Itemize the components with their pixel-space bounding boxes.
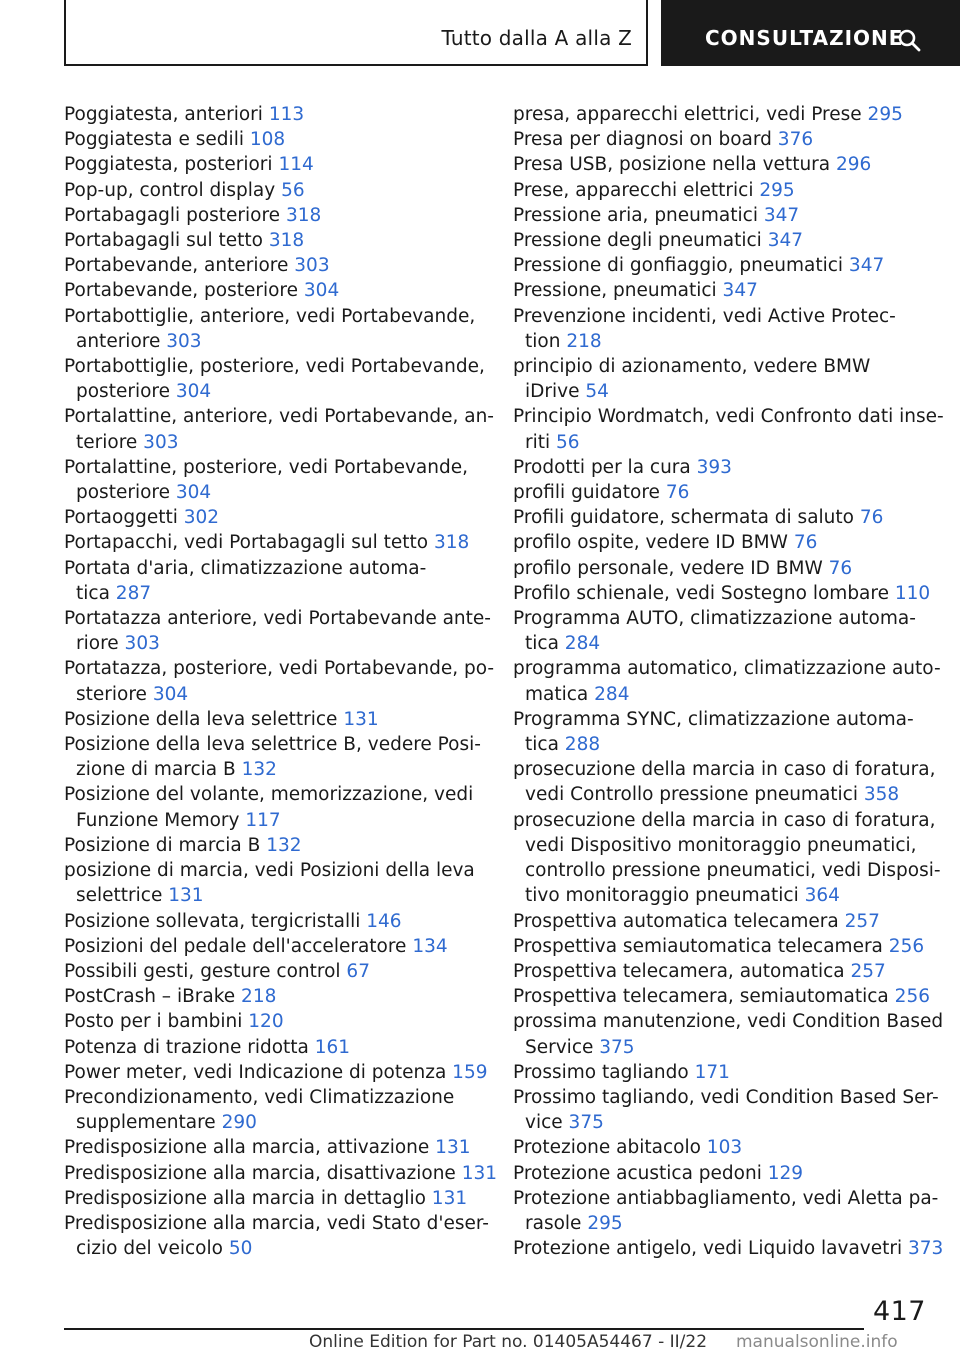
index-entry-text: Poggiatesta, anteriori — [64, 104, 263, 125]
page-reference-link[interactable]: 131 — [431, 1187, 468, 1209]
index-entry-text: prosecuzione della marcia in caso di foratura, — [513, 759, 936, 781]
index-entry-text: tion — [525, 330, 561, 352]
index-entry — [513, 556, 929, 581]
index-entry — [64, 984, 484, 1009]
page-reference-link[interactable]: 113 — [268, 104, 305, 125]
index-entry — [64, 1161, 498, 1186]
page-reference-link[interactable]: 284 — [564, 633, 601, 655]
index-entry-text: riti — [525, 431, 551, 453]
index-entry-text: Pressione aria, pneumatici — [513, 204, 758, 226]
page-reference-link[interactable]: 256 — [894, 986, 930, 1008]
index-entry — [513, 228, 929, 253]
consultazione-tab[interactable] — [661, 0, 960, 66]
page-reference-link[interactable]: 347 — [848, 255, 885, 277]
index-entry-text: Portaoggetti — [64, 507, 178, 529]
index-entry — [64, 1035, 484, 1060]
index-entry — [64, 1135, 484, 1160]
page-reference-link[interactable]: 296 — [836, 154, 872, 176]
index-entry-text: Portabagagli posteriore — [64, 204, 281, 226]
index-entry-text: Prossimo tagliando — [513, 1061, 689, 1083]
index-entry-text: Portata d'aria, climatizzazione automa- — [64, 557, 427, 579]
footer-edition: Online Edition for Part no. 01405A54467 - II/22 — [309, 1332, 708, 1352]
index-entry-text: Presa USB, posizione nella vettura — [513, 154, 831, 176]
index-entry — [513, 152, 929, 177]
index-entry — [64, 934, 484, 959]
index-entry — [64, 203, 484, 228]
index-entry — [513, 178, 929, 203]
index-entry-text: Power meter, vedi Indicazione di potenza — [64, 1061, 447, 1083]
page-reference-link[interactable]: 295 — [587, 1212, 623, 1234]
index-entry-text: Possibili gesti, gesture control — [64, 960, 341, 982]
index-entry-text: selettrice — [76, 885, 163, 907]
index-entry-text: Posizione della leva selettrice — [64, 708, 338, 730]
page-reference-link[interactable]: 129 — [767, 1162, 804, 1184]
page-reference-link[interactable]: 288 — [564, 734, 601, 756]
page-reference-link[interactable]: 54 — [585, 381, 609, 403]
index-entry — [64, 530, 484, 555]
page-reference-link[interactable]: 393 — [696, 456, 732, 478]
page-reference-link[interactable]: 304 — [175, 381, 212, 403]
index-column-left — [64, 102, 498, 1261]
index-entry-text: Predisposizione alla marcia in dettaglio — [64, 1187, 426, 1209]
page-reference-link[interactable]: 161 — [314, 1036, 351, 1058]
index-entry — [513, 934, 929, 959]
index-entry — [513, 1085, 939, 1135]
index-entry-text: tica — [76, 582, 110, 604]
index-entry — [513, 581, 929, 606]
page-reference-link[interactable]: 257 — [850, 960, 886, 982]
page-reference-link[interactable]: 131 — [168, 885, 204, 907]
page-reference-link[interactable]: 295 — [867, 104, 903, 125]
page-reference-link[interactable]: 358 — [863, 784, 900, 806]
page-reference-link[interactable]: 50 — [228, 1238, 253, 1260]
index-entry — [513, 984, 929, 1009]
index-entry-text: Predisposizione alla marcia, attivazione — [64, 1137, 430, 1159]
page-reference-link[interactable]: 304 — [175, 482, 212, 504]
index-entry-text: Potenza di trazione ridotta — [64, 1036, 309, 1058]
index-entry-text: prosecuzione della marcia in caso di foratura, — [513, 809, 936, 831]
index-entry-text: posteriore — [76, 381, 170, 403]
page-reference-link[interactable]: 376 — [777, 129, 814, 151]
page-reference-link[interactable]: 56 — [556, 431, 580, 453]
page-reference-link[interactable]: 284 — [594, 683, 630, 705]
index-entry-text: Prevenzione incidenti, vedi Active Protec- — [513, 305, 896, 327]
index-entry-text: anteriore — [76, 330, 161, 352]
page-reference-link[interactable]: 146 — [366, 910, 402, 932]
index-entry-text: Posto per i bambini — [64, 1011, 243, 1033]
page-reference-link[interactable]: 108 — [249, 129, 286, 151]
search-icon[interactable] — [897, 28, 921, 52]
index-entry — [513, 127, 929, 152]
page-reference-link[interactable]: 76 — [859, 507, 884, 529]
page-reference-link[interactable]: 302 — [183, 507, 220, 529]
index-entry-text: iDrive — [525, 381, 580, 403]
index-entry-text: riore — [76, 633, 119, 655]
index-entry-text: Pressione, pneumatici — [513, 280, 717, 302]
page-reference-link[interactable]: 131 — [461, 1162, 498, 1184]
index-entry-text: Posizione del volante, memorizzazione, vedi — [64, 784, 474, 806]
index-entry — [513, 1135, 929, 1160]
page-reference-link[interactable]: 159 — [452, 1061, 488, 1083]
index-entry — [513, 203, 929, 228]
index-entry-text: Portapacchi, vedi Portabagagli sul tetto — [64, 532, 429, 554]
index-entry — [513, 304, 929, 354]
page-reference-link[interactable]: 218 — [566, 330, 602, 352]
index-entry — [513, 253, 929, 278]
index-entry — [64, 505, 484, 530]
index-entry-text: Posizione di marcia B — [64, 834, 261, 856]
index-entry — [513, 656, 941, 706]
index-entry-text: profilo personale, vedere ID BMW — [513, 557, 823, 579]
page-reference-link[interactable]: 171 — [694, 1061, 730, 1083]
index-entry — [64, 833, 484, 858]
index-entry-text: controllo pressione pneumatici, vedi Disposi- — [525, 860, 941, 882]
page-reference-link[interactable]: 303 — [166, 330, 202, 352]
index-entry-text: prossima manutenzione, vedi Condition Based — [513, 1011, 944, 1033]
index-entry-text: programma automatico, climatizzazione auto- — [513, 658, 941, 680]
index-entry — [513, 959, 929, 984]
page-reference-link[interactable]: 67 — [346, 960, 370, 982]
index-entry-text: Precondizionamento, vedi Climatizzazione — [64, 1086, 455, 1108]
index-entry-text: Portabevande, anteriore — [64, 255, 289, 277]
index-entry-text: Protezione acustica pedoni — [513, 1162, 762, 1184]
index-entry — [64, 1085, 484, 1135]
index-entry — [513, 455, 929, 480]
index-entry — [513, 757, 936, 807]
index-entry-text: Poggiatesta e sedili — [64, 129, 244, 151]
page-number: 417 — [872, 1296, 926, 1327]
index-entry-text: Prospettiva semiautomatica telecamera — [513, 935, 883, 957]
index-entry — [64, 152, 484, 177]
index-entry — [513, 1161, 929, 1186]
page-reference-link[interactable]: 256 — [888, 935, 925, 957]
index-entry-text: Presa per diagnosi on board — [513, 129, 772, 151]
index-entry — [513, 102, 929, 127]
index-entry-text: Portalattine, anteriore, vedi Portabevande, an- — [64, 406, 494, 428]
index-entry-text: posizione di marcia, vedi Posizioni della leva — [64, 860, 475, 882]
footer — [309, 1332, 898, 1352]
page-reference-link[interactable]: 120 — [248, 1011, 284, 1033]
page-reference-link[interactable]: 318 — [268, 230, 305, 252]
index-entry-text: Portalattine, posteriore, vedi Portabevande, — [64, 456, 468, 478]
page-reference-link[interactable]: 131 — [435, 1137, 471, 1159]
consultazione-tab-label: CONSULTAZIONE — [705, 26, 904, 50]
index-entry-text: Posizione della leva selettrice B, vedere Posi- — [64, 734, 481, 756]
index-entry-text: Protezione abitacolo — [513, 1137, 701, 1159]
index-entry — [513, 404, 944, 454]
index-entry-text: Portabagagli sul tetto — [64, 230, 263, 252]
index-entry — [513, 808, 941, 909]
page-reference-link[interactable]: 114 — [278, 154, 314, 176]
index-entry-text: Prospettiva automatica telecamera — [513, 910, 839, 932]
index-entry-text: supplementare — [76, 1112, 216, 1134]
page-reference-link[interactable]: 318 — [285, 204, 322, 226]
index-entry-text: PostCrash – iBrake — [64, 986, 236, 1008]
index-entry — [513, 530, 929, 555]
index-entry-text: steriore — [76, 683, 147, 705]
index-entry — [64, 228, 484, 253]
page-reference-link[interactable]: 347 — [763, 204, 800, 226]
index-entry — [64, 404, 494, 454]
page-reference-link[interactable]: 303 — [143, 431, 179, 453]
page-reference-link[interactable]: 76 — [665, 482, 690, 504]
page-reference-link[interactable]: 304 — [152, 683, 189, 705]
index-entry-text: vedi Dispositivo monitoraggio pneumatici, — [525, 834, 917, 856]
index-entry-text: Principio Wordmatch, vedi Confronto dati inse- — [513, 406, 944, 428]
index-entry-text: principio di azionamento, vedere BMW — [513, 356, 871, 378]
index-entry-text: Profilo schienale, vedi Sostegno lombare — [513, 582, 889, 604]
index-entry — [64, 707, 484, 732]
index-entry-text: Pressione degli pneumatici — [513, 230, 762, 252]
index-entry-text: Prospettiva telecamera, semiautomatica — [513, 986, 889, 1008]
index-entry-text: vice — [525, 1112, 563, 1134]
page-reference-link[interactable]: 375 — [568, 1112, 604, 1134]
page-reference-link[interactable]: 364 — [804, 885, 840, 907]
index-entry — [64, 909, 484, 934]
index-entry — [513, 1186, 939, 1236]
page-reference-link[interactable]: 110 — [894, 582, 931, 604]
index-column-right — [513, 102, 944, 1261]
index-entry — [64, 1186, 484, 1211]
index-entry — [64, 455, 484, 505]
index-entry — [64, 732, 484, 782]
index-entry — [64, 127, 484, 152]
footer-divider — [64, 1328, 864, 1330]
index-entry-text: tica — [525, 734, 559, 756]
index-entry-text: tica — [525, 633, 559, 655]
index-entry-text: tivo monitoraggio pneumatici — [525, 885, 799, 907]
index-entry — [64, 178, 484, 203]
index-entry-text: posteriore — [76, 482, 170, 504]
index-entry-text: Portabevande, posteriore — [64, 280, 299, 302]
page-reference-link[interactable]: 303 — [124, 633, 160, 655]
index-entry-text: Prese, apparecchi elettrici — [513, 179, 754, 201]
index-entry-text: cizio del veicolo — [76, 1238, 223, 1260]
page-reference-link[interactable]: 304 — [303, 280, 340, 302]
footer-watermark: manualsonline.info — [736, 1332, 898, 1352]
index-entry — [64, 253, 484, 278]
page-reference-link[interactable]: 76 — [793, 532, 818, 554]
index-entry — [64, 858, 484, 908]
index-entry-text: Prospettiva telecamera, automatica — [513, 960, 845, 982]
index-entry-text: matica — [525, 683, 589, 705]
page-reference-link[interactable]: 295 — [759, 179, 795, 201]
index-entry-text: Prodotti per la cura — [513, 456, 691, 478]
index-entry — [64, 782, 484, 832]
index-entry-text: profilo ospite, vedere ID BMW — [513, 532, 788, 554]
page-reference-link[interactable]: 318 — [433, 532, 470, 554]
index-entry-text: Portatazza anteriore, vedi Portabevande ante- — [64, 608, 491, 630]
index-entry-text: presa, apparecchi elettrici, vedi Prese — [513, 104, 862, 125]
index-entry — [64, 556, 484, 606]
index-entry-text: Posizione sollevata, tergicristalli — [64, 910, 361, 932]
page-reference-link[interactable]: 132 — [266, 834, 302, 856]
page-reference-link[interactable]: 287 — [115, 582, 152, 604]
index-entry — [64, 1211, 489, 1261]
page-reference-link[interactable]: 347 — [767, 230, 804, 252]
index-entry-text: Portabottiglie, anteriore, vedi Portabevande, — [64, 305, 476, 327]
page-reference-link[interactable]: 76 — [828, 557, 853, 579]
page-reference-link[interactable]: 373 — [908, 1238, 944, 1260]
page-reference-link[interactable]: 132 — [241, 759, 277, 781]
index-entry — [513, 354, 929, 404]
index-entry-text: Profili guidatore, schermata di saluto — [513, 507, 854, 529]
page-reference-link[interactable]: 218 — [241, 986, 277, 1008]
index-entry-text: Protezione antiabbagliamento, vedi Aletta pa- — [513, 1187, 939, 1209]
page-reference-link[interactable]: 103 — [706, 1137, 743, 1159]
index-entry — [64, 278, 484, 303]
page-reference-link[interactable]: 257 — [844, 910, 880, 932]
index-entry-text: Service — [525, 1036, 594, 1058]
index-entry — [64, 102, 484, 127]
index-entry — [513, 606, 929, 656]
index-entry — [64, 959, 484, 984]
page-reference-link[interactable]: 303 — [294, 255, 330, 277]
index-entry — [513, 909, 929, 934]
index-entry — [513, 1009, 944, 1059]
index-entry — [513, 278, 929, 303]
index-entry-text: profili guidatore — [513, 482, 660, 504]
index-entry — [513, 1236, 944, 1261]
page-reference-link[interactable]: 290 — [221, 1112, 257, 1134]
index-entry-text: Portabottiglie, posteriore, vedi Portabevande, — [64, 356, 485, 378]
index-entry-text: zione di marcia B — [76, 759, 236, 781]
index-entry-text: Programma SYNC, climatizzazione automa- — [513, 708, 914, 730]
index-entry — [513, 1060, 929, 1085]
index-entry — [513, 707, 929, 757]
index-entry-text: Pop-up, control display — [64, 179, 276, 201]
index-entry — [64, 1060, 488, 1085]
index-entry-text: Posizioni del pedale dell'acceleratore — [64, 935, 407, 957]
index-entry — [64, 606, 491, 656]
index-entry-text: Predisposizione alla marcia, vedi Stato d'eser- — [64, 1212, 489, 1234]
index-entry — [64, 656, 495, 706]
index-entry — [64, 304, 484, 354]
index-entry-text: teriore — [76, 431, 138, 453]
index-entry-text: Pressione di gonfiaggio, pneumatici — [513, 255, 844, 277]
index-entry-text: Prossimo tagliando, vedi Condition Based Ser- — [513, 1086, 939, 1108]
page-header — [64, 0, 960, 66]
page-reference-link[interactable]: 117 — [245, 809, 281, 831]
index-entry-text: Funzione Memory — [76, 809, 240, 831]
index-entry-text: Portatazza, posteriore, vedi Portabevande, po- — [64, 658, 495, 680]
index-entry — [64, 1009, 484, 1034]
index-entry-text: Poggiatesta, posteriori — [64, 154, 273, 176]
index-entry — [513, 480, 929, 505]
index-entry — [64, 354, 484, 404]
index-entry-text: Programma AUTO, climatizzazione automa- — [513, 608, 916, 630]
index-entry-text: vedi Controllo pressione pneumatici — [525, 784, 858, 806]
index-entry — [513, 505, 929, 530]
page-reference-link[interactable]: 131 — [343, 708, 379, 730]
section-title-box — [64, 0, 648, 66]
page-reference-link[interactable]: 56 — [281, 179, 305, 201]
index-entry-text: rasole — [525, 1212, 582, 1234]
page-reference-link[interactable]: 347 — [722, 280, 758, 302]
page-reference-link[interactable]: 134 — [412, 935, 448, 957]
index-entry-text: Protezione antigelo, vedi Liquido lavavetri — [513, 1238, 903, 1260]
index-entry-text: Predisposizione alla marcia, disattivazione — [64, 1162, 456, 1184]
section-title: Tutto dalla A alla Z — [441, 26, 632, 50]
page-reference-link[interactable]: 375 — [599, 1036, 635, 1058]
